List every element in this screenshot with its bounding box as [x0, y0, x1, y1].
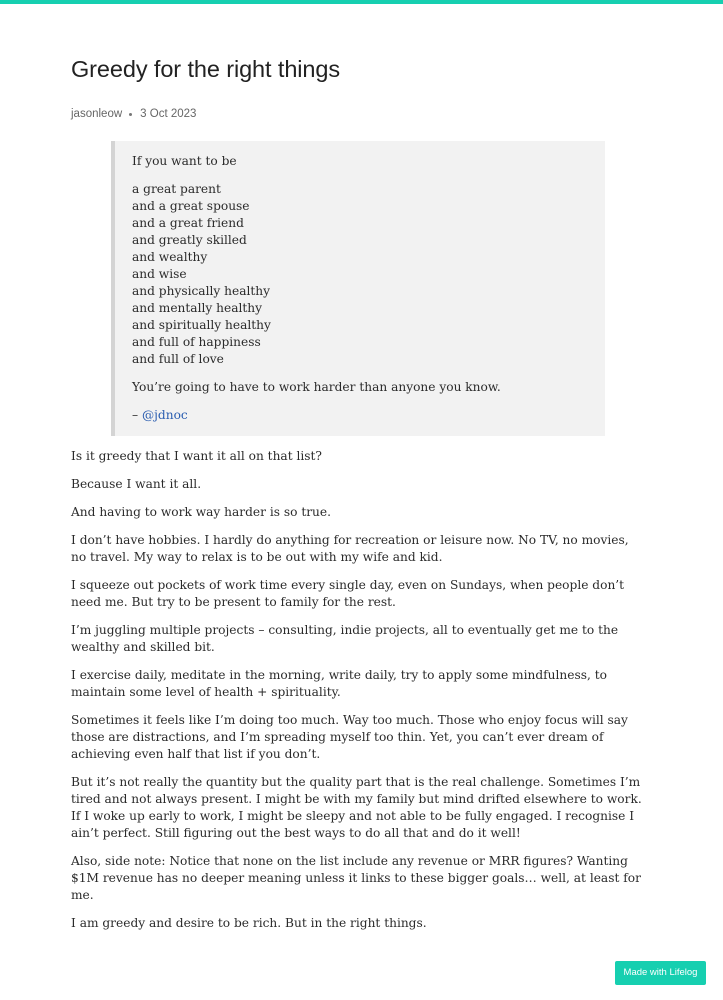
paragraph: But it’s not really the quantity but the quality part that is the real challenge. Sometimes I’m tired and not always present. I might be with my family but mind drifted elsewhere to work. If I woke up early to work, I might be sleepy and not able to be fully engaged. I recognise I ain’t perfect. Still figuring out the best ways to do all that and do it well!	[71, 775, 642, 841]
quote-line: and a great friend	[132, 216, 244, 230]
quote-line: and full of happiness	[132, 335, 261, 349]
quote-line: and wise	[132, 267, 187, 281]
quote-line: and physically healthy	[132, 284, 270, 298]
paragraph: Is it greedy that I want it all on that list?	[71, 449, 322, 464]
blockquote	[111, 141, 605, 436]
paragraph: I exercise daily, meditate in the morning, write daily, try to apply some mindfulness, to maintain some level of health + spirituality.	[71, 668, 607, 700]
made-with-lifelog-button[interactable]: Made with Lifelog	[615, 961, 706, 985]
post-meta	[71, 106, 645, 122]
paragraph: Because I want it all.	[71, 477, 202, 492]
quote-line: and mentally healthy	[132, 301, 262, 315]
paragraph: I’m juggling multiple projects – consulting, indie projects, all to eventually get me to the wealthy and skilled bit.	[71, 623, 619, 655]
attribution-link[interactable]: @jdnoc	[141, 408, 188, 422]
quote-line: a great parent	[132, 182, 221, 196]
paragraph: I squeeze out pockets of work time every single day, even on Sundays, when people don’t need me. But try to be present to family for the rest.	[71, 578, 625, 610]
page-title: Greedy for the right things	[71, 56, 340, 82]
top-accent-bar	[0, 0, 723, 4]
paragraph: I don’t have hobbies. I hardly do anything for recreation or leisure now. No TV, no movies, no travel. My way to relax is to be out with my wife and kid.	[71, 533, 629, 565]
quote-line: and spiritually healthy	[132, 318, 271, 332]
paragraph: Sometimes it feels like I’m doing too much. Way too much. Those who enjoy focus will say those are distractions, and I’m spreading myself too thin. Yet, you can’t ever dream of achieving even half that list if you don’t.	[71, 713, 628, 762]
paragraph: Also, side note: Notice that none on the list include any revenue or MRR figures? Wanting $1M revenue has no deeper meaning unless it links to these bigger goals… well, at least for me.	[71, 854, 641, 903]
attribution-prefix: –	[132, 408, 142, 422]
quote-line: and full of love	[132, 352, 224, 366]
quote-line: and a great spouse	[132, 199, 250, 213]
author-name[interactable]: jasonleow	[71, 108, 123, 120]
article-body	[71, 448, 645, 932]
quote-conclusion: You’re going to have to work harder than anyone you know.	[132, 380, 501, 394]
post-date: 3 Oct 2023	[140, 108, 197, 120]
quote-attribution	[132, 407, 589, 424]
paragraph: And having to work way harder is so true.	[71, 505, 331, 520]
separator-dot	[129, 113, 132, 116]
paragraph: I am greedy and desire to be rich. But in the right things.	[71, 916, 427, 931]
quote-intro: If you want to be	[132, 154, 237, 168]
article	[71, 52, 645, 943]
quote-line: and wealthy	[132, 250, 208, 264]
quote-list	[132, 181, 589, 368]
quote-line: and greatly skilled	[132, 233, 247, 247]
